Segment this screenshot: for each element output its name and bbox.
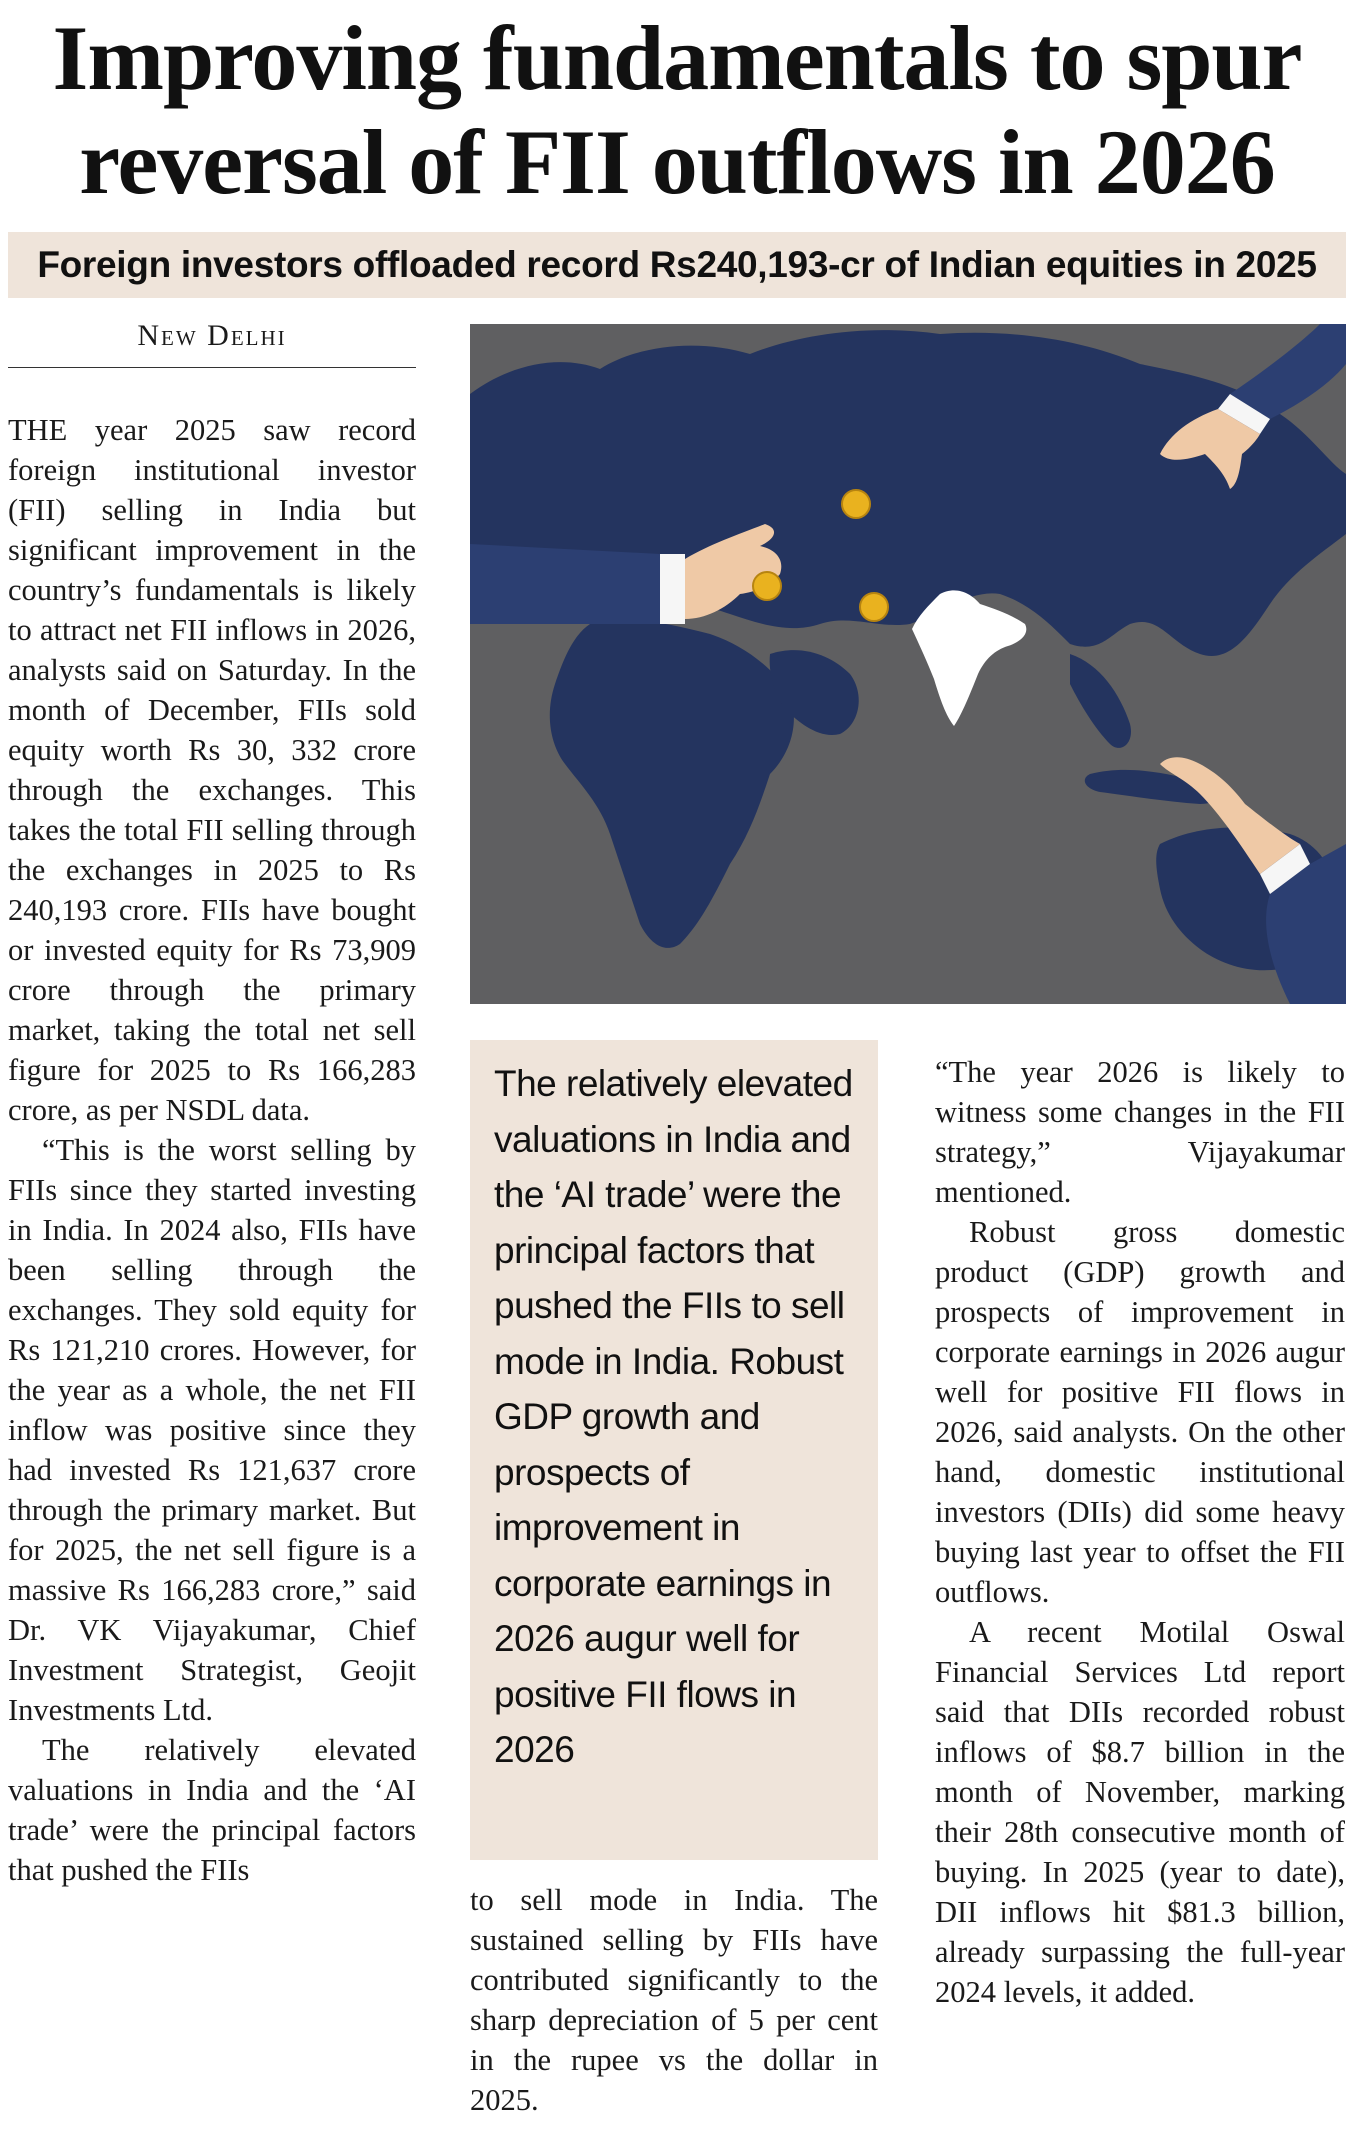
paragraph: “This is the worst selling by FIIs since they started investing in India. In 2024 also, FIIs have been selling through the exchanges. They sold equity for Rs 121,210 crores. However, for the year as a whole, the net FII inflow was positive since they had invested Rs 121,637 crore through the primary market. But for 2025, the net sell figure is a massive Rs 166,283 crore,” said Dr. VK Vijayakumar, Chief Investment Strategist, Geojit Investments Ltd.	[8, 1133, 416, 1727]
paragraph: Robust gross domestic product (GDP) growth and prospects of improvement in corporate earnings in 2026 augur well for positive FII flows in 2026, said analysts. On the other hand, domestic institutional investors (DIIs) did some heavy buying last year to offset the FII outflows.	[935, 1215, 1345, 1609]
world-map-hands-coins-illustration	[470, 324, 1346, 1004]
article-column-3	[935, 1052, 1345, 2142]
article-column-2	[470, 1880, 878, 2140]
headline-line-1: Improving fundamentals to spur	[52, 7, 1302, 109]
coin-icon	[860, 593, 888, 621]
dateline: New Delhi	[8, 316, 416, 368]
paragraph: THE year 2025 saw record foreign institutional investor (FII) selling in India but significant improvement in the country’s fundamentals is likely to attract net FII inflows in 2026, analysts said on Saturday. In the month of December, FIIs sold equity worth Rs 30, 332 crore through the exchanges. This takes the total FII selling through the exchanges in 2025 to Rs 240,193 crore. FIIs have bought or invested equity for Rs 73,909 crore through the primary market, taking the total net sell figure for 2025 to Rs 166,283 crore, as per NSDL data.	[8, 413, 416, 1127]
deck-subheadline: Foreign investors offloaded record Rs240,193-cr of Indian equities in 2025	[8, 232, 1346, 298]
sleeve-left	[470, 544, 660, 624]
headline	[8, 6, 1346, 214]
paragraph: “The year 2026 is likely to witness some changes in the FII strategy,” Vijayakumar mentioned.	[935, 1055, 1345, 1209]
coin-icon	[842, 490, 870, 518]
article-column-1	[8, 410, 416, 2140]
cuff-left	[660, 554, 685, 624]
paragraph: to sell mode in India. The sustained selling by FIIs have contributed significantly to the sharp depreciation of 5 per cent in the rupee vs the dollar in 2025.	[470, 1883, 878, 2117]
pull-quote: The relatively elevated valuations in India and the ‘AI trade’ were the principal factors that pushed the FIIs to sell mode in India. Robust GDP growth and prospects of improvement in corporate earnings in 2026 augur well for positive FII flows in 2026	[470, 1040, 878, 1860]
paragraph: A recent Motilal Oswal Financial Services Ltd report said that DIIs recorded robust inflows of $8.7 billion in the month of November, marking their 28th consecutive month of buying. In 2025 (year to date), DII inflows hit $81.3 billion, already surpassing the full-year 2024 levels, it added.	[935, 1615, 1345, 2009]
paragraph: The relatively elevated valuations in India and the ‘AI trade’ were the principal factors that pushed the FIIs	[8, 1733, 416, 1887]
coin-icon	[753, 572, 781, 600]
headline-line-2: reversal of FII outflows in 2026	[79, 111, 1275, 213]
